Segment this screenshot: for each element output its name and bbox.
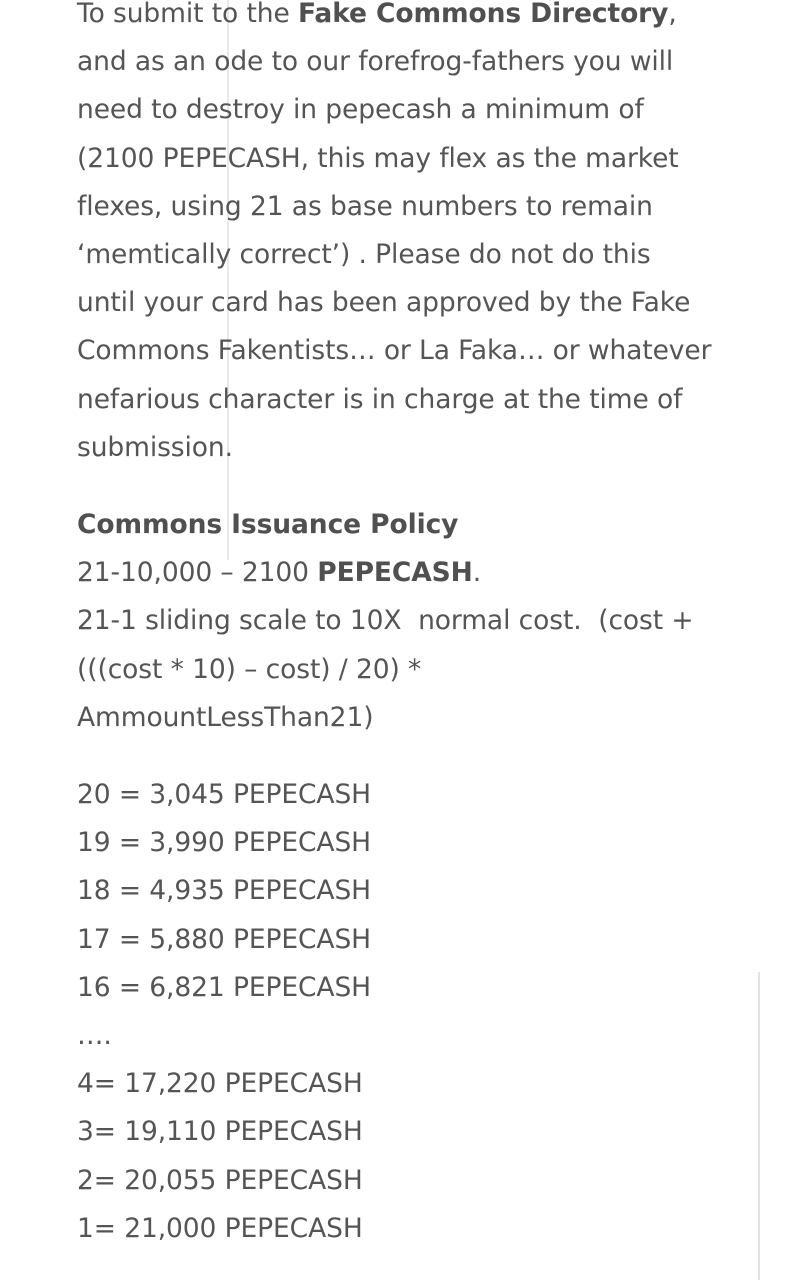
price-list xyxy=(77,771,717,1253)
scrollbar-track[interactable] xyxy=(758,972,760,1280)
policy-range-currency: PEPECASH xyxy=(317,557,473,589)
issuance-policy xyxy=(77,501,717,742)
price-row: 4= 17,220 PEPECASH xyxy=(77,1068,363,1100)
intro-text-rest: , and as an ode to our forefrog-fathers you will need to destroy in pepecash a minimum of (2100 PEPECASH, this may flex as the market flexes, using 21 as base numbers to remain ‘memtically correct’) . Please do not do this until your card has been approved by the Fake Commons Fakentists… or La Faka… or whatever nefarious character is in charge at the time of submission. xyxy=(77,0,712,463)
policy-range: 21-10,000 – 2100 xyxy=(77,557,318,589)
price-row: 3= 19,110 PEPECASH xyxy=(77,1116,363,1148)
policy-heading: Commons Issuance Policy xyxy=(77,509,459,541)
intro-paragraph xyxy=(77,0,717,472)
directory-name: Fake Commons Directory xyxy=(297,0,669,29)
policy-range-end: . xyxy=(472,557,482,589)
price-ellipsis: …. xyxy=(77,1020,112,1052)
price-row: 18 = 4,935 PEPECASH xyxy=(77,875,371,907)
price-row: 17 = 5,880 PEPECASH xyxy=(77,923,371,955)
price-row: 2= 20,055 PEPECASH xyxy=(77,1164,363,1196)
intro-text-start: To submit to the xyxy=(77,0,298,29)
article-body xyxy=(77,0,717,1253)
price-row: 20 = 3,045 PEPECASH xyxy=(77,779,371,811)
price-row: 1= 21,000 PEPECASH xyxy=(77,1212,363,1244)
price-row: 16 = 6,821 PEPECASH xyxy=(77,971,371,1003)
price-row: 19 = 3,990 PEPECASH xyxy=(77,827,371,859)
policy-formula: 21-1 sliding scale to 10X normal cost. (cost + (((cost * 10) – cost) / 20) * AmmountLessThan21) xyxy=(77,605,694,733)
